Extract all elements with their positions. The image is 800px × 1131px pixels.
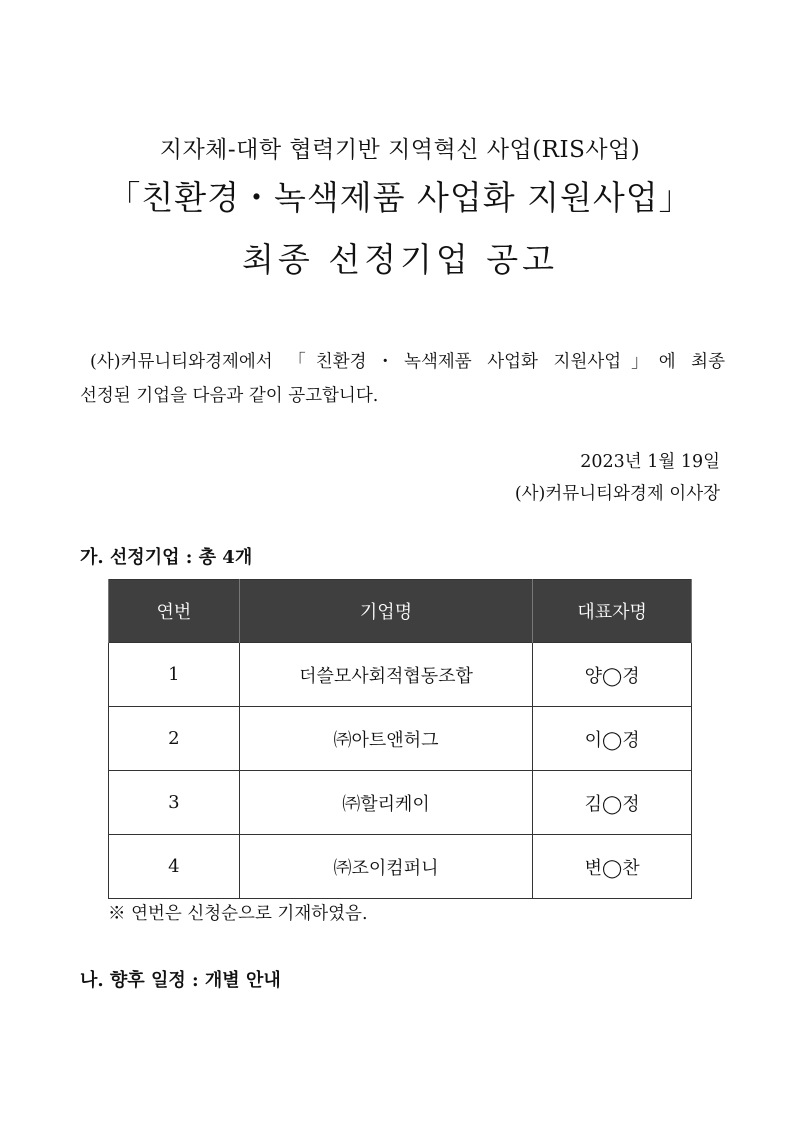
row-number: 2 [109, 707, 240, 771]
section-a-heading: 가. 선정기업 : 총 4개 [80, 547, 253, 568]
representative-name: 양◯경 [533, 643, 692, 707]
representative-name: 이◯경 [533, 707, 692, 771]
intro-line-2: 선정된 기업을 다음과 같이 공고합니다. [80, 386, 379, 406]
row-number: 4 [109, 835, 240, 899]
column-header-representative: 대표자명 [533, 580, 692, 643]
section-b-heading: 나. 향후 일정 : 개별 안내 [80, 970, 281, 991]
announcement-date: 2023년 1월 19일 [580, 452, 720, 472]
selected-companies-table [108, 579, 692, 899]
table-row [109, 643, 692, 707]
company-name: 더쓸모사회적협동조합 [239, 643, 532, 707]
company-name: ㈜아트앤허그 [239, 707, 532, 771]
intro-line-1: (사)커뮤니티와경제에서 「친환경・녹색제품 사업화 지원사업」에 최종 [90, 352, 725, 372]
table-note: ※ 연번은 신청순으로 기재하였음. [108, 904, 368, 924]
document-subtitle: 지자체-대학 협력기반 지역혁신 사업(RIS사업) [159, 137, 641, 163]
company-name: ㈜조이컴퍼니 [239, 835, 532, 899]
table-header-row [109, 580, 692, 643]
table-row [109, 835, 692, 899]
company-name: ㈜할리케이 [239, 771, 532, 835]
intro-paragraph [80, 345, 725, 413]
row-number: 1 [109, 643, 240, 707]
row-number: 3 [109, 771, 240, 835]
table-row [109, 707, 692, 771]
document-title-line2: 최종 선정기업 공고 [241, 240, 558, 279]
table-row [109, 771, 692, 835]
announcing-organization: (사)커뮤니티와경제 이사장 [514, 484, 720, 504]
document-title: 「친환경・녹색제품 사업화 지원사업」 [107, 178, 693, 217]
representative-name: 변◯찬 [533, 835, 692, 899]
column-header-company: 기업명 [239, 580, 532, 643]
representative-name: 김◯정 [533, 771, 692, 835]
column-header-number: 연번 [109, 580, 240, 643]
